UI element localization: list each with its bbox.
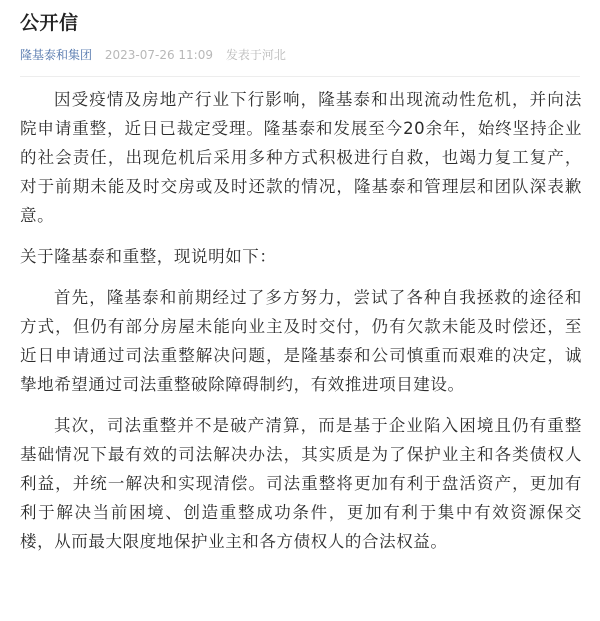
paragraph-first: 首先，隆基泰和前期经过了多方努力，尝试了各种自我拯救的途径和方式，但仍有部分房屋未能向业主及时交付，仍有欠款未能及时偿还，至近日申请通过司法重整解决问题，是隆基泰和公司慎重而艰难的决定，诚挚地希望通过司法重整破除障碍制约，有效推进项目建设。	[20, 288, 582, 394]
article-title: 公开信	[20, 12, 79, 34]
author-link[interactable]: 隆基泰和集团	[20, 48, 93, 62]
publish-time: 2023-07-26 11:09	[104, 48, 213, 62]
paragraph-intro: 因受疫情及房地产行业下行影响，隆基泰和出现流动性危机，并向法院申请重整，近日已裁定受理。隆基泰和发展至今20余年，始终坚持企业的社会责任，出现危机后采用多种方式积极进行自救，也竭力复工复产，对于前期未能及时交房或及时还款的情况，隆基泰和管理层和团队深表歉意。	[20, 90, 582, 225]
publish-location: 发表于河北	[225, 48, 286, 62]
article-meta	[20, 46, 286, 64]
divider	[20, 76, 580, 77]
paragraph-heading: 关于隆基泰和重整，现说明如下：	[20, 247, 277, 266]
article-body	[20, 85, 582, 568]
paragraph-second: 其次，司法重整并不是破产清算，而是基于企业陷入困境且仍有重整基础情况下最有效的司法解决办法，其实质是为了保护业主和各类债权人利益，并统一解决和实现清偿。司法重整将更加有利于盘活资产，更加有利于解决当前困境、创造重整成功条件，更加有利于集中有效资源保交楼，从而最大限度地保护业主和各方债权人的合法权益。	[20, 416, 582, 551]
